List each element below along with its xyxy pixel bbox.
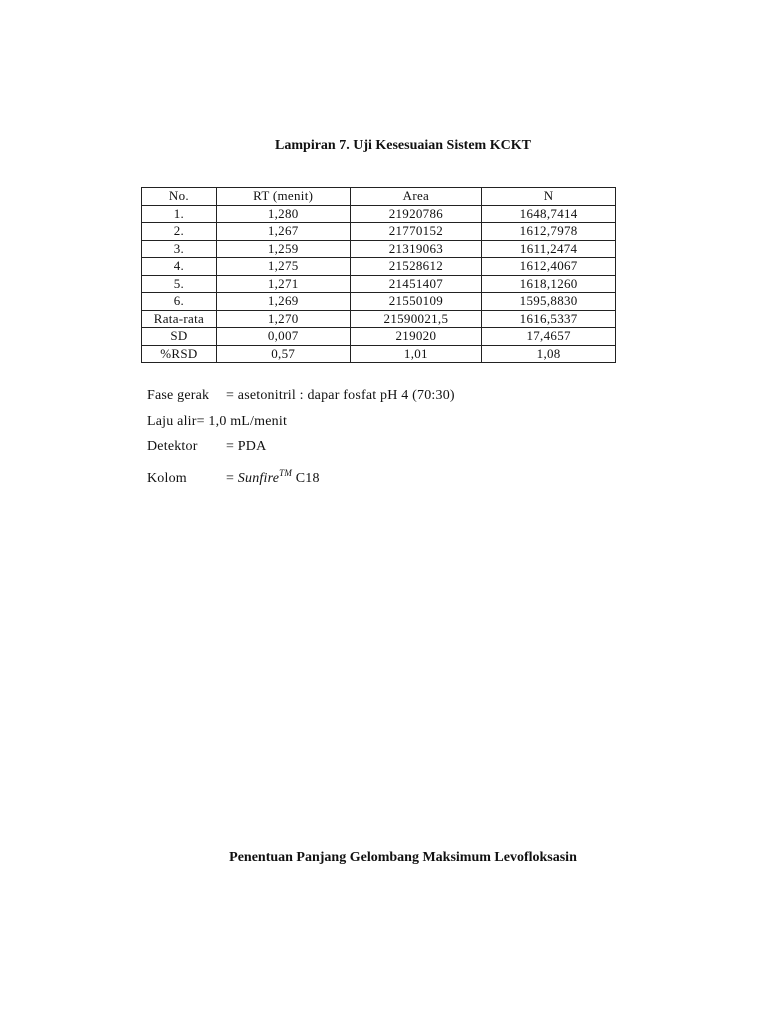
table-row-average [142, 310, 616, 328]
cell-no: 4. [142, 258, 217, 276]
cell-area: 1,01 [350, 345, 482, 363]
cell-n: 1,08 [482, 345, 616, 363]
cell-n: 1648,7414 [482, 205, 616, 223]
cell-rt: 1,267 [216, 223, 350, 241]
note-value: = asetonitril : dapar fosfat pH 4 (70:30) [226, 388, 455, 403]
cell-area: 21528612 [350, 258, 482, 276]
cell-n: 1611,2474 [482, 240, 616, 258]
table-row [142, 258, 616, 276]
cell-area: 21770152 [350, 223, 482, 241]
cell-n: 1612,4067 [482, 258, 616, 276]
note-label: Fase gerak [147, 388, 210, 403]
table-header-row [142, 188, 616, 206]
table-row [142, 223, 616, 241]
cell-rt: 1,270 [216, 310, 350, 328]
system-suitability-table [141, 187, 616, 363]
note-value: = PDA [226, 439, 267, 454]
note-value: = 1,0 mL/menit [196, 413, 288, 429]
header-n: N [482, 188, 616, 206]
cell-no: Rata-rata [142, 310, 217, 328]
table-row [142, 240, 616, 258]
table-row [142, 293, 616, 311]
header-rt: RT (menit) [216, 188, 350, 206]
table-row [142, 275, 616, 293]
cell-no: 6. [142, 293, 217, 311]
table-row-sd [142, 328, 616, 346]
cell-n: 17,4657 [482, 328, 616, 346]
cell-no: 1. [142, 205, 217, 223]
cell-no: %RSD [142, 345, 217, 363]
note-label: Laju alir [147, 413, 197, 429]
note-kolom [147, 462, 455, 488]
cell-rt: 1,271 [216, 275, 350, 293]
cell-rt: 1,280 [216, 205, 350, 223]
cell-no: SD [142, 328, 217, 346]
table-row-rsd [142, 345, 616, 363]
note-label: Kolom [147, 470, 187, 486]
cell-area: 21590021,5 [350, 310, 482, 328]
cell-rt: 0,57 [216, 345, 350, 363]
column-type: C18 [292, 470, 320, 486]
cell-n: 1616,5337 [482, 310, 616, 328]
cell-area: 21550109 [350, 293, 482, 311]
cell-rt: 1,269 [216, 293, 350, 311]
cell-rt: 0,007 [216, 328, 350, 346]
cell-rt: 1,259 [216, 240, 350, 258]
cell-no: 3. [142, 240, 217, 258]
cell-area: 21920786 [350, 205, 482, 223]
cell-rt: 1,275 [216, 258, 350, 276]
table-row [142, 205, 616, 223]
header-no: No. [142, 188, 217, 206]
method-conditions [147, 385, 455, 487]
note-value-prefix: = [226, 470, 238, 486]
cell-no: 2. [142, 223, 217, 241]
cell-n: 1618,1260 [482, 275, 616, 293]
note-detektor [147, 436, 455, 462]
cell-n: 1595,8830 [482, 293, 616, 311]
column-brand: Sunfire [237, 470, 280, 486]
note-fase-gerak [147, 385, 455, 411]
cell-n: 1612,7978 [482, 223, 616, 241]
cell-area: 21451407 [350, 275, 482, 293]
note-label: Detektor [147, 439, 198, 454]
cell-area: 219020 [350, 328, 482, 346]
cell-area: 21319063 [350, 240, 482, 258]
trademark-mark: TM [279, 467, 293, 478]
note-laju-alir [147, 411, 455, 437]
cell-no: 5. [142, 275, 217, 293]
section-heading: Penentuan Panjang Gelombang Maksimum Levofloksasin [229, 850, 577, 865]
page-title: Lampiran 7. Uji Kesesuaian Sistem KCKT [275, 138, 531, 153]
header-area: Area [350, 188, 482, 206]
